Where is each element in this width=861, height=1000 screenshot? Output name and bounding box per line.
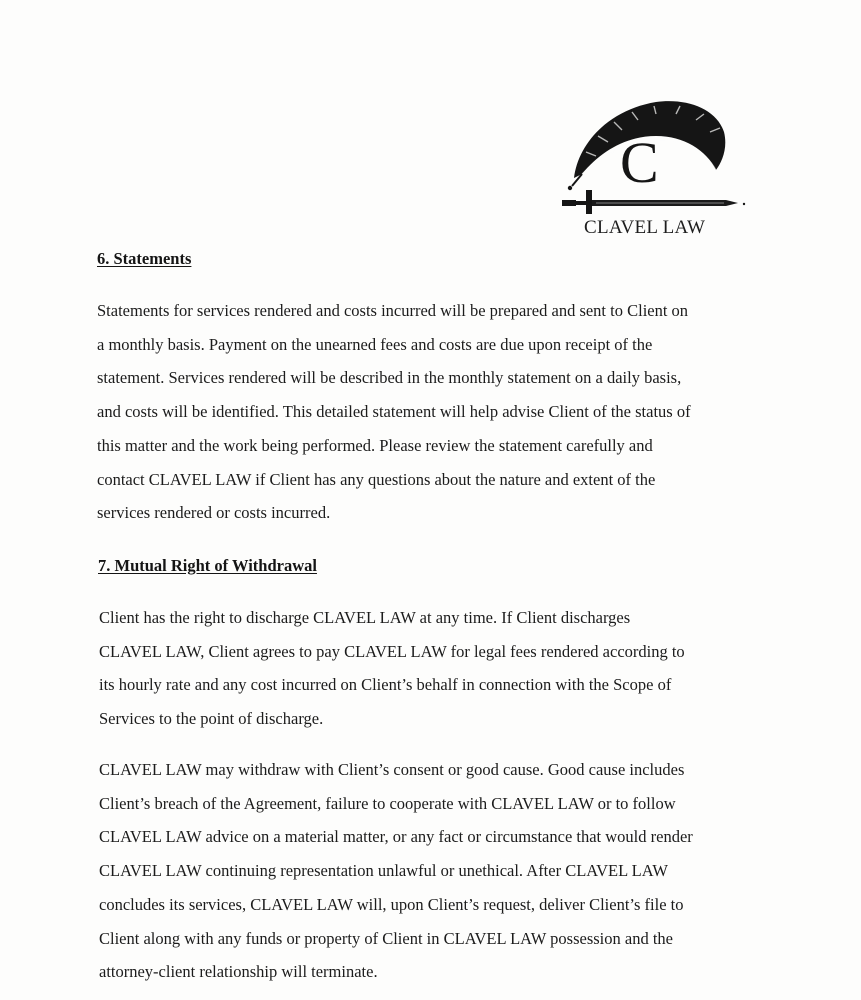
section-heading-statements: 6. Statements bbox=[97, 249, 192, 268]
paragraph-line: services rendered or costs incurred. bbox=[97, 503, 331, 523]
paragraph-withdrawal-discharge bbox=[99, 601, 779, 736]
section-heading-withdrawal: 7. Mutual Right of Withdrawal bbox=[98, 556, 317, 575]
paragraph-line: Client has the right to discharge CLAVEL LAW at any time. If Client discharges bbox=[99, 608, 631, 627]
paragraph-line: concludes its services, CLAVEL LAW will, upon Client’s request, deliver Client’s file to bbox=[99, 894, 684, 914]
paragraph-line: Client along with any funds or property of Client in CLAVEL LAW possession and the bbox=[99, 928, 673, 948]
logo-letter: C bbox=[620, 130, 659, 195]
paragraph-line: CLAVEL LAW may withdraw with Client’s consent or good cause. Good cause includes bbox=[99, 760, 685, 779]
paragraph-withdrawal-good-cause bbox=[99, 753, 779, 989]
paragraph-statements bbox=[97, 294, 777, 530]
paragraph-line: Client’s breach of the Agreement, failure to cooperate with CLAVEL LAW or to follow bbox=[99, 793, 676, 813]
paragraph-line: Services to the point of discharge. bbox=[99, 709, 324, 729]
paragraph-line: statement. Services rendered will be described in the monthly statement on a daily basis, bbox=[97, 368, 682, 388]
paragraph-line: CLAVEL LAW advice on a material matter, or any fact or circumstance that would render bbox=[99, 827, 693, 847]
paragraph-line: Statements for services rendered and costs incurred will be prepared and sent to Client on bbox=[97, 301, 689, 320]
firm-logo bbox=[556, 96, 752, 244]
paragraph-line: its hourly rate and any cost incurred on Client’s behalf in connection with the Scope of bbox=[99, 675, 672, 695]
paragraph-line: and costs will be identified. This detailed statement will help advise Client of the status of bbox=[97, 402, 691, 422]
paragraph-line: contact CLAVEL LAW if Client has any questions about the nature and extent of the bbox=[97, 469, 656, 489]
paragraph-line: attorney-client relationship will terminate. bbox=[99, 962, 378, 982]
paragraph-line: a monthly basis. Payment on the unearned fees and costs are due upon receipt of the bbox=[97, 334, 653, 354]
paragraph-line: CLAVEL LAW continuing representation unlawful or unethical. After CLAVEL LAW bbox=[99, 861, 668, 881]
firm-name: CLAVEL LAW bbox=[584, 217, 706, 238]
paragraph-line: CLAVEL LAW, Client agrees to pay CLAVEL LAW for legal fees rendered according to bbox=[99, 641, 685, 661]
paragraph-line: this matter and the work being performed. Please review the statement carefully and bbox=[97, 435, 653, 455]
